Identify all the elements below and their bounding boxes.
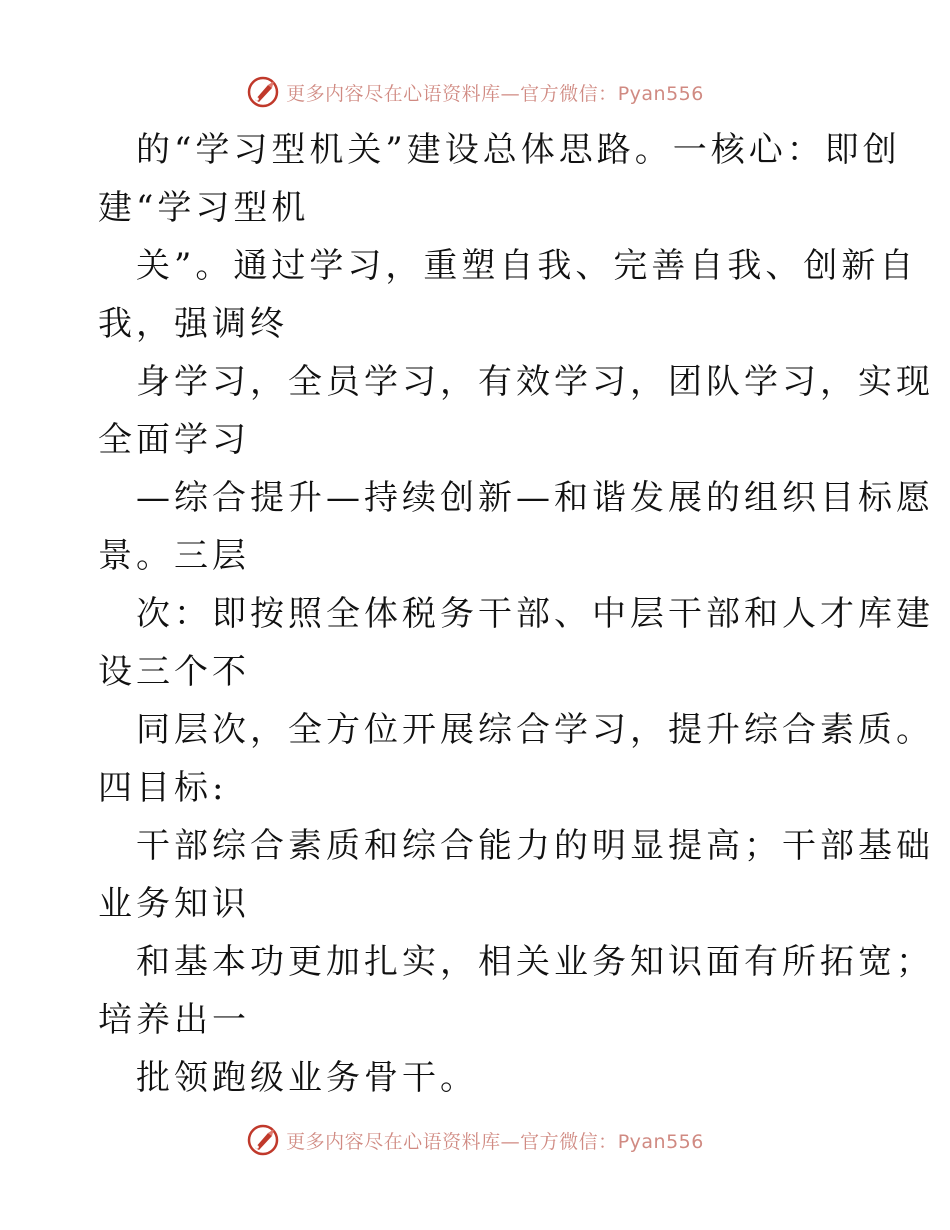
body-line: 业务知识 [98, 884, 250, 924]
body-line: 景。三层 [98, 536, 250, 576]
body-line: 身学习，全员学习，有效学习，团队学习，实现 [136, 362, 934, 402]
header-promo-text: 更多内容尽在心语资料库 [286, 82, 501, 105]
header-contact-id: Pyan556 [617, 82, 704, 105]
footer-promo-text: 更多内容尽在心语资料库 [286, 1130, 501, 1153]
body-line: 批领跑级业务骨干。 [136, 1058, 478, 1098]
body-line: 次：即按照全体税务干部、中层干部和人才库建 [136, 594, 934, 634]
header-watermark [0, 72, 950, 112]
footer-promo [286, 1127, 704, 1154]
footer-contact-id: Pyan556 [617, 1130, 704, 1153]
body-line: 全面学习 [98, 420, 250, 460]
footer-separator: — [500, 1130, 521, 1153]
quill-pen-logo-icon [246, 1123, 280, 1157]
footer-contact-label: 官方微信： [520, 1130, 618, 1153]
body-line: 培养出一 [98, 1000, 250, 1040]
footer-watermark [0, 1120, 950, 1160]
header-promo [286, 79, 704, 106]
body-line: 关”。通过学习，重塑自我、完善自我、创新自 [136, 246, 918, 286]
body-line: 设三个不 [98, 652, 250, 692]
body-line: 我，强调终 [98, 304, 288, 344]
body-line: 的“学习型机关”建设总体思路。一核心：即创 [136, 130, 901, 170]
body-line: 四目标: [98, 768, 228, 808]
header-separator: — [500, 82, 521, 105]
body-line: 干部综合素质和综合能力的明显提高；干部基础 [136, 826, 934, 866]
body-line: —综合提升—持续创新—和谐发展的组织目标愿 [136, 478, 934, 518]
header-contact-label: 官方微信： [520, 82, 618, 105]
quill-pen-logo-icon [246, 75, 280, 109]
body-line: 建“学习型机 [98, 188, 310, 228]
body-line: 和基本功更加扎实，相关业务知识面有所拓宽； [136, 942, 934, 982]
body-line: 同层次，全方位开展综合学习，提升综合素质。 [136, 710, 934, 750]
